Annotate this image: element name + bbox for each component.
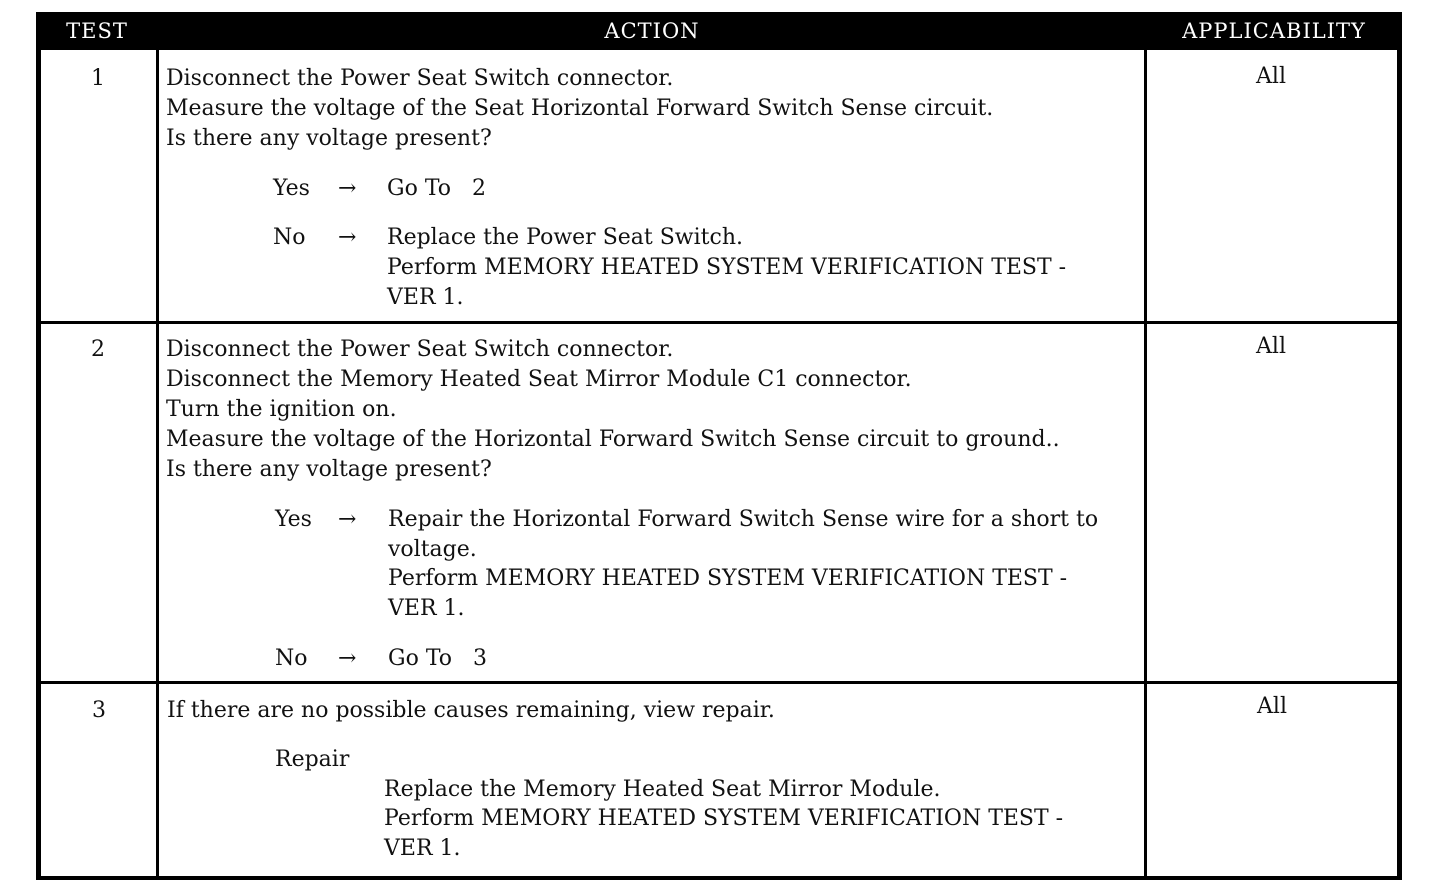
row-2-yes-line-3: Perform MEMORY HEATED SYSTEM VERIFICATION TEST - [388, 566, 1068, 591]
arrow-icon: → [338, 225, 357, 250]
row-2-yes-line-4: VER 1. [388, 596, 465, 621]
row-1-yes-label: Yes [273, 176, 310, 201]
row-3-applicability: All [1257, 694, 1287, 719]
row-2-yes-label: Yes [275, 507, 312, 532]
row-2-test-number: 2 [91, 337, 105, 362]
row-1-applicability: All [1256, 64, 1286, 89]
row-1-yes-line-1: Go To 2 [387, 176, 486, 201]
arrow-icon: → [338, 646, 357, 671]
row-3-repair-line-1: Replace the Memory Heated Seat Mirror Module. [384, 777, 941, 802]
row-2-line-4: Measure the voltage of the Horizontal Forward Switch Sense circuit to ground.. [166, 427, 1060, 452]
row-1-test-number: 1 [91, 66, 105, 91]
row-divider-1 [36, 321, 1402, 324]
row-2-line-2: Disconnect the Memory Heated Seat Mirror Module C1 connector. [166, 367, 912, 392]
row-3-repair-label: Repair [275, 747, 350, 772]
divider-test-action [156, 12, 159, 880]
row-2-yes-line-2: voltage. [388, 537, 477, 562]
row-2-applicability: All [1256, 334, 1286, 359]
arrow-icon: → [338, 507, 357, 532]
row-3-test-number: 3 [92, 698, 106, 723]
row-1-line-2: Measure the voltage of the Seat Horizontal Forward Switch Sense circuit. [166, 96, 994, 121]
diagnostic-table [36, 12, 1402, 880]
divider-action-applicability [1144, 12, 1147, 880]
row-2-yes-line-1: Repair the Horizontal Forward Switch Sense wire for a short to [388, 507, 1099, 532]
row-1-no-label: No [273, 225, 306, 250]
row-divider-2 [36, 681, 1402, 684]
row-1-line-1: Disconnect the Power Seat Switch connector. [166, 66, 674, 91]
row-2-line-3: Turn the ignition on. [166, 397, 397, 422]
row-3-repair-line-3: VER 1. [384, 836, 461, 861]
header-applicability: APPLICABILITY [1146, 12, 1402, 50]
row-1-no-line-2: Perform MEMORY HEATED SYSTEM VERIFICATION TEST - [387, 255, 1067, 280]
row-1-no-line-3: VER 1. [387, 285, 464, 310]
header-action: ACTION [158, 12, 1146, 50]
row-3-repair-line-2: Perform MEMORY HEATED SYSTEM VERIFICATION TEST - [384, 806, 1064, 831]
row-1-no-line-1: Replace the Power Seat Switch. [387, 225, 743, 250]
row-2-line-1: Disconnect the Power Seat Switch connector. [166, 337, 674, 362]
border-bottom [36, 876, 1402, 880]
row-2-line-5: Is there any voltage present? [166, 457, 492, 482]
border-left [36, 12, 41, 880]
arrow-icon: → [338, 176, 357, 201]
border-right [1397, 12, 1402, 880]
row-1-line-3: Is there any voltage present? [166, 126, 492, 151]
header-test: TEST [36, 12, 158, 50]
row-2-no-label: No [275, 646, 308, 671]
row-2-no-line-1: Go To 3 [388, 646, 487, 671]
row-3-line-1: If there are no possible causes remaining, view repair. [167, 698, 775, 723]
